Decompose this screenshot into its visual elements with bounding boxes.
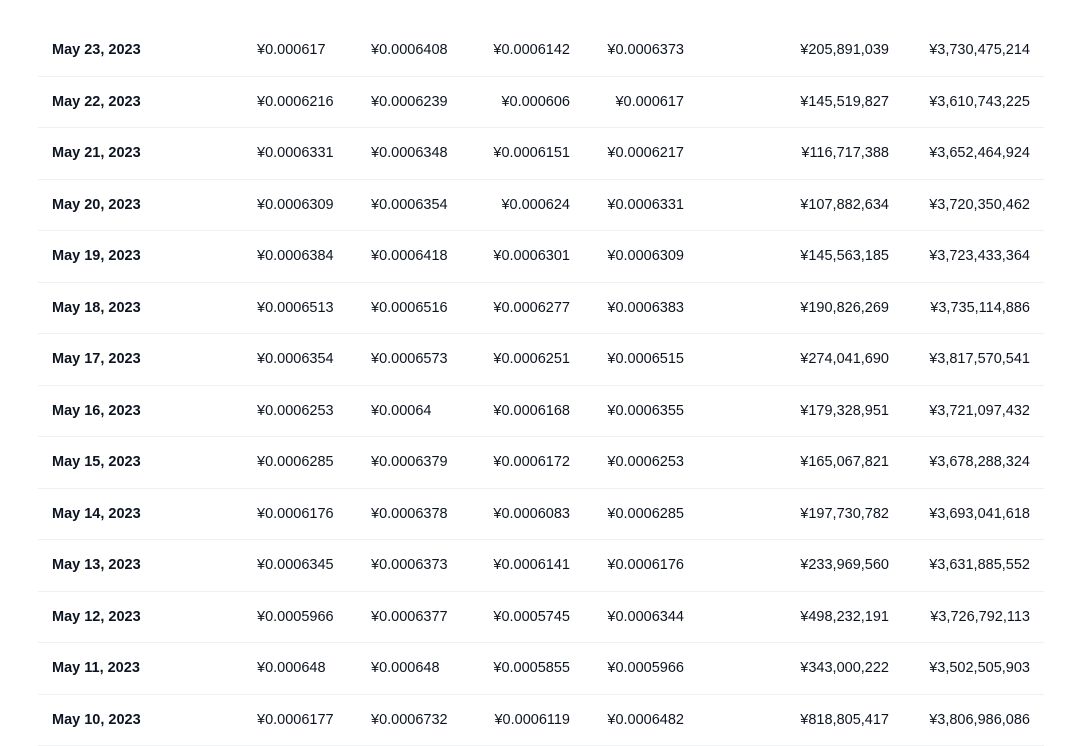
open-price-cell: ¥0.0006331 — [257, 128, 334, 179]
low-price-cell: ¥0.0006142 — [493, 25, 570, 76]
date-cell: May 13, 2023 — [52, 540, 141, 591]
market-cap-cell: ¥3,678,288,324 — [929, 437, 1030, 488]
table-row — [38, 283, 1044, 335]
market-cap-cell: ¥3,631,885,552 — [929, 540, 1030, 591]
market-cap-cell: ¥3,806,986,086 — [929, 695, 1030, 746]
close-price-cell: ¥0.0006344 — [607, 592, 684, 643]
low-price-cell: ¥0.0005855 — [493, 643, 570, 694]
market-cap-cell: ¥3,721,097,432 — [929, 386, 1030, 437]
open-price-cell: ¥0.000617 — [257, 25, 326, 76]
open-price-cell: ¥0.0006177 — [257, 695, 334, 746]
volume-cell: ¥233,969,560 — [800, 540, 889, 591]
high-price-cell: ¥0.0006378 — [371, 489, 448, 540]
table-row — [38, 128, 1044, 180]
volume-cell: ¥116,717,388 — [801, 128, 889, 179]
market-cap-cell: ¥3,502,505,903 — [929, 643, 1030, 694]
open-price-cell: ¥0.0006216 — [257, 77, 334, 128]
volume-cell: ¥343,000,222 — [800, 643, 889, 694]
low-price-cell: ¥0.0006168 — [493, 386, 570, 437]
low-price-cell: ¥0.0006301 — [493, 231, 570, 282]
date-cell: May 17, 2023 — [52, 334, 141, 385]
close-price-cell: ¥0.0006373 — [607, 25, 684, 76]
volume-cell: ¥498,232,191 — [800, 592, 889, 643]
table-row — [38, 231, 1044, 283]
date-cell: May 12, 2023 — [52, 592, 141, 643]
market-cap-cell: ¥3,726,792,113 — [930, 592, 1030, 643]
close-price-cell: ¥0.0006309 — [607, 231, 684, 282]
close-price-cell: ¥0.000617 — [615, 77, 684, 128]
volume-cell: ¥145,519,827 — [800, 77, 889, 128]
market-cap-cell: ¥3,730,475,214 — [929, 25, 1030, 76]
high-price-cell: ¥0.000648 — [371, 643, 440, 694]
low-price-cell: ¥0.0006251 — [493, 334, 570, 385]
volume-cell: ¥818,805,417 — [800, 695, 889, 746]
open-price-cell: ¥0.0006345 — [257, 540, 334, 591]
date-cell: May 16, 2023 — [52, 386, 141, 437]
close-price-cell: ¥0.0006515 — [607, 334, 684, 385]
table-row — [38, 643, 1044, 695]
volume-cell: ¥165,067,821 — [800, 437, 889, 488]
close-price-cell: ¥0.0006482 — [607, 695, 684, 746]
date-cell: May 22, 2023 — [52, 77, 141, 128]
volume-cell: ¥274,041,690 — [800, 334, 889, 385]
market-cap-cell: ¥3,817,570,541 — [929, 334, 1030, 385]
low-price-cell: ¥0.0005745 — [493, 592, 570, 643]
market-cap-cell: ¥3,723,433,364 — [929, 231, 1030, 282]
low-price-cell: ¥0.0006151 — [493, 128, 570, 179]
table-row — [38, 592, 1044, 644]
table-row — [38, 386, 1044, 438]
table-row — [38, 540, 1044, 592]
table-row — [38, 25, 1044, 77]
open-price-cell: ¥0.0006309 — [257, 180, 334, 231]
close-price-cell: ¥0.0006217 — [607, 128, 684, 179]
low-price-cell: ¥0.0006083 — [493, 489, 570, 540]
close-price-cell: ¥0.0006331 — [607, 180, 684, 231]
close-price-cell: ¥0.0006355 — [607, 386, 684, 437]
table-row — [38, 77, 1044, 129]
open-price-cell: ¥0.0005966 — [257, 592, 334, 643]
open-price-cell: ¥0.0006285 — [257, 437, 334, 488]
market-cap-cell: ¥3,693,041,618 — [929, 489, 1030, 540]
high-price-cell: ¥0.0006573 — [371, 334, 448, 385]
table-row — [38, 695, 1044, 746]
close-price-cell: ¥0.0006176 — [607, 540, 684, 591]
high-price-cell: ¥0.0006732 — [371, 695, 448, 746]
date-cell: May 23, 2023 — [52, 25, 141, 76]
table-row — [38, 437, 1044, 489]
table-row — [38, 489, 1044, 541]
market-cap-cell: ¥3,652,464,924 — [929, 128, 1030, 179]
volume-cell: ¥190,826,269 — [800, 283, 889, 334]
open-price-cell: ¥0.0006253 — [257, 386, 334, 437]
open-price-cell: ¥0.0006513 — [257, 283, 334, 334]
table-row — [38, 180, 1044, 232]
high-price-cell: ¥0.0006516 — [371, 283, 448, 334]
volume-cell: ¥205,891,039 — [800, 25, 889, 76]
high-price-cell: ¥0.0006379 — [371, 437, 448, 488]
low-price-cell: ¥0.0006141 — [493, 540, 570, 591]
volume-cell: ¥179,328,951 — [800, 386, 889, 437]
close-price-cell: ¥0.0005966 — [607, 643, 684, 694]
low-price-cell: ¥0.0006277 — [493, 283, 570, 334]
market-cap-cell: ¥3,720,350,462 — [929, 180, 1030, 231]
volume-cell: ¥145,563,185 — [800, 231, 889, 282]
volume-cell: ¥197,730,782 — [800, 489, 889, 540]
date-cell: May 14, 2023 — [52, 489, 141, 540]
high-price-cell: ¥0.0006408 — [371, 25, 448, 76]
market-cap-cell: ¥3,735,114,886 — [930, 283, 1030, 334]
date-cell: May 11, 2023 — [52, 643, 140, 694]
volume-cell: ¥107,882,634 — [800, 180, 889, 231]
open-price-cell: ¥0.0006384 — [257, 231, 334, 282]
date-cell: May 10, 2023 — [52, 695, 141, 746]
close-price-cell: ¥0.0006253 — [607, 437, 684, 488]
date-cell: May 19, 2023 — [52, 231, 141, 282]
market-cap-cell: ¥3,610,743,225 — [929, 77, 1030, 128]
close-price-cell: ¥0.0006383 — [607, 283, 684, 334]
low-price-cell: ¥0.0006119 — [494, 695, 570, 746]
low-price-cell: ¥0.000606 — [501, 77, 570, 128]
open-price-cell: ¥0.0006176 — [257, 489, 334, 540]
price-history-table — [38, 25, 1044, 746]
date-cell: May 18, 2023 — [52, 283, 141, 334]
high-price-cell: ¥0.0006418 — [371, 231, 448, 282]
close-price-cell: ¥0.0006285 — [607, 489, 684, 540]
date-cell: May 20, 2023 — [52, 180, 141, 231]
low-price-cell: ¥0.0006172 — [493, 437, 570, 488]
date-cell: May 15, 2023 — [52, 437, 141, 488]
high-price-cell: ¥0.0006377 — [371, 592, 448, 643]
high-price-cell: ¥0.0006354 — [371, 180, 448, 231]
high-price-cell: ¥0.0006348 — [371, 128, 448, 179]
high-price-cell: ¥0.00064 — [371, 386, 431, 437]
date-cell: May 21, 2023 — [52, 128, 141, 179]
table-row — [38, 334, 1044, 386]
high-price-cell: ¥0.0006239 — [371, 77, 448, 128]
open-price-cell: ¥0.0006354 — [257, 334, 334, 385]
low-price-cell: ¥0.000624 — [501, 180, 570, 231]
high-price-cell: ¥0.0006373 — [371, 540, 448, 591]
open-price-cell: ¥0.000648 — [257, 643, 326, 694]
